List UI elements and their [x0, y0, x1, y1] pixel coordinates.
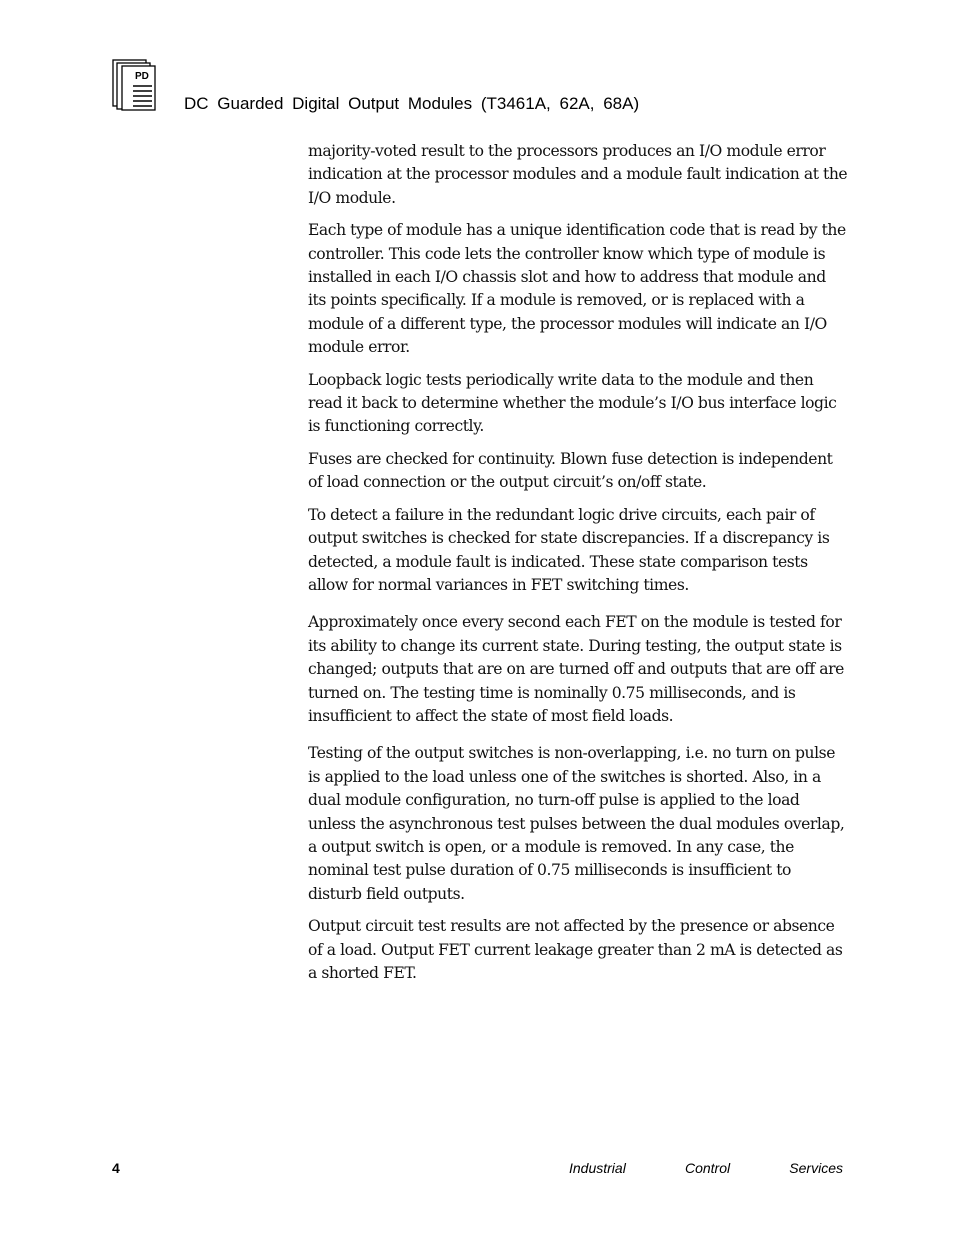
paragraph: Each type of module has a unique identification code that is read by the controller. This code lets the controller know which type of module is installed in each I/O chassis slot and how to address that module and its points specifically. If a module is removed, or is replaced with a module of a different type, the processor modules will indicate an I/O module error.: [308, 221, 846, 357]
page-header-title: DC Guarded Digital Output Modules (T3461A, 62A, 68A): [184, 94, 640, 113]
paragraph: majority-voted result to the processors produces an I/O module error indication at the processor modules and a module fault indication at the I/O module.: [308, 142, 848, 207]
footer-company-word: Control: [684, 1160, 731, 1176]
paragraph: To detect a failure in the redundant logic drive circuits, each pair of output switches is checked for state discrepancies. If a discrepancy is detected, a module fault is indicated. These state comparison tests allow for normal variances in FET switching times.: [308, 505, 830, 594]
body-text-column: [308, 140, 848, 985]
footer-company-word: Industrial: [569, 1160, 626, 1176]
paragraph: Testing of the output switches is non-overlapping, i.e. no turn on pulse is applied to the load unless one of the switches is shorted. Also, in a dual module configuration, no turn-off pulse is applied to the load unless the asynchronous test pulses between the dual modules overlap, a output switch is open, or a module is removed. In any case, the nominal test pulse duration of 0.75 milliseconds is insufficient to disturb field outputs.: [308, 744, 845, 903]
paragraph: Loopback logic tests periodically write data to the module and then read it back to determine whether the module’s I/O bus interface logic is functioning correctly.: [308, 370, 837, 436]
document-stack-icon: [112, 59, 156, 111]
paragraph: Approximately once every second each FET on the module is tested for its ability to change its current state. During testing, the output state is changed; outputs that are on are turned off and outputs that are off are turned on. The testing time is nominally 0.75 milliseconds, and is insufficient to affect the state of most field loads.: [308, 613, 844, 725]
paragraph: Fuses are checked for continuity. Blown fuse detection is independent of load connection or the output circuit’s on/off state.: [308, 449, 833, 492]
page-number: 4: [112, 1160, 120, 1176]
footer-company-word: Services: [789, 1160, 843, 1176]
paragraph: Output circuit test results are not affected by the presence or absence of a load. Output FET current leakage greater than 2 mA is detected as a shorted FET.: [308, 917, 843, 982]
footer-company-name: [569, 1160, 843, 1176]
icon-label: PD: [135, 71, 149, 82]
